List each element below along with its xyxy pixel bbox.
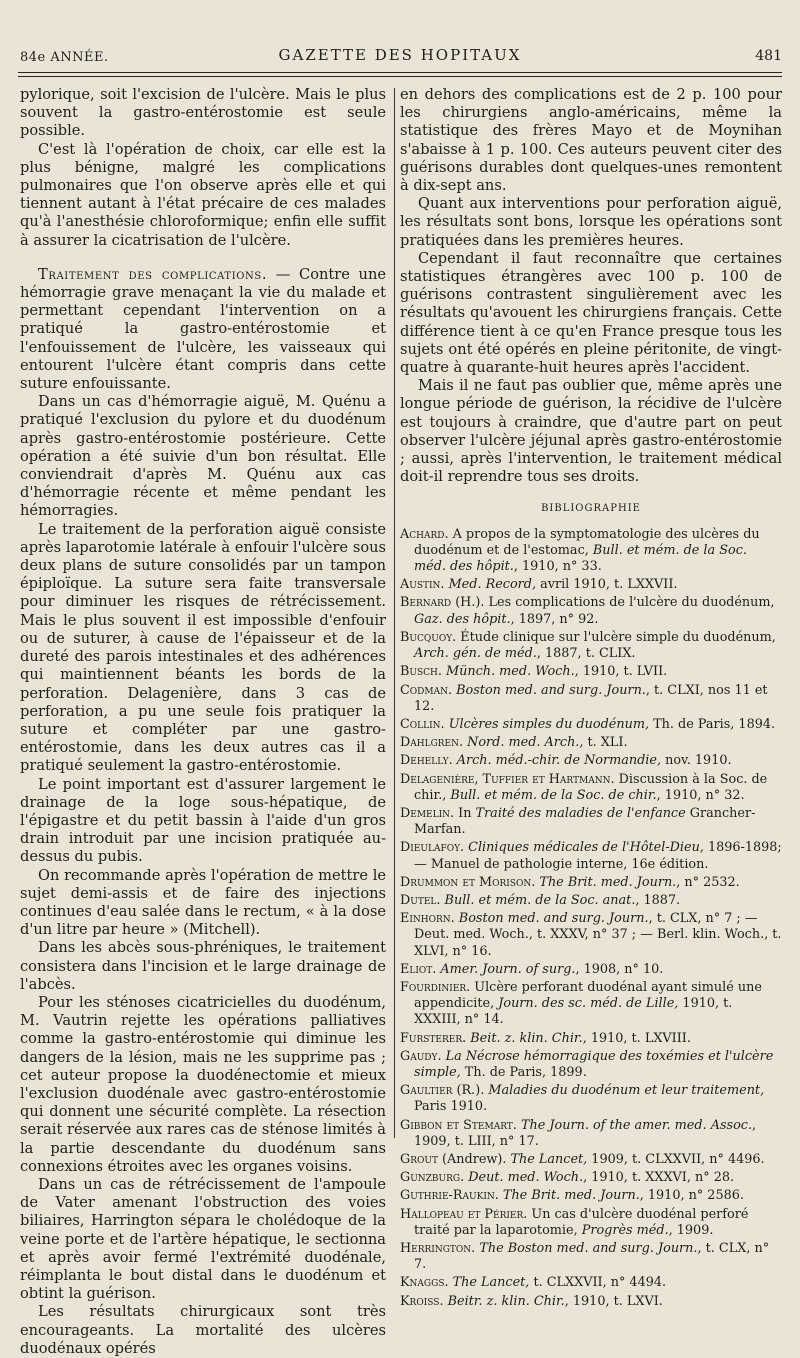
paragraph: Quant aux interventions pour perforation aiguë, les résultats sont bons, lorsque les opérations sont pratiquées dans les premières heures. — [400, 195, 782, 249]
reference-details: , t. CLXI, nos 11 et 12. — [414, 682, 768, 714]
reference-text: In — [454, 805, 476, 821]
reference-author: Austin. — [400, 577, 445, 593]
header-rule-top — [18, 72, 782, 73]
reference-text: (R.). — [452, 1083, 489, 1099]
reference-source: Traité des maladies de l'enfance — [475, 805, 686, 821]
section-paragraph — [20, 266, 386, 393]
reference-details: avril 1910, t. LXXVII. — [536, 577, 678, 593]
bibliography-entry — [400, 753, 782, 769]
reference-details: , 1910, n° 33. — [513, 559, 602, 575]
reference-source: Gaz. des hôpit. — [414, 611, 511, 627]
paragraph: Mais il ne faut pas oublier que, même après une longue période de guérison, la récidive de l'ulcère est toujours à craindre, que d'autre part on peut observer l'ulcère jéjunal après gastro-entérostomie ; aussi, après l'intervention, le traitement médical doit-il reprendre tous ses droits. — [400, 377, 782, 486]
reference-source: Progrès méd. — [581, 1222, 669, 1238]
reference-details: , 1897, n° 92. — [510, 611, 599, 627]
reference-source: Amer. Journ. of surg. — [440, 961, 576, 977]
bibliography-entry — [400, 735, 782, 751]
bibliography-entry — [400, 1188, 782, 1204]
reference-author: Gaudy. — [400, 1048, 442, 1064]
bibliography-entry — [400, 1170, 782, 1186]
reference-source: Med. Record, — [448, 577, 537, 593]
header-page-number: 481 — [755, 48, 782, 64]
bibliography-entry — [400, 577, 782, 593]
reference-source: Arch. méd.-chir. de Normandie, — [456, 753, 662, 769]
reference-author: Hallopeau et Périer. — [400, 1206, 528, 1222]
paragraph: C'est là l'opération de choix, car elle est la plus bénigne, malgré les complications pulmonaires que l'on observe après elle et qui tiennent autant à l'état précaire de ces malades qu'à l'anesthésie chloroformique; enfin elle suffit à assurer la cicatrisation de l'ulcère. — [20, 140, 386, 249]
bibliography-entry — [400, 717, 782, 733]
reference-text: (H.). Les complications de l'ulcère du duodénum, — [451, 595, 775, 611]
paragraph: Cependant il faut reconnaître que certaines statistiques étrangères avec 100 p. 100 de guérisons contrastent singulièrement avec les résultats qu'avouent les chirurgiens français. Cette différence tient à ce qu'en France presque tous les sujets ont été opérés en pleine péritonite, de vingt-quatre à quarante-huit heures après l'accident. — [400, 249, 782, 377]
right-column — [400, 86, 782, 1312]
bibliography-entry — [400, 980, 782, 1029]
bibliography-entry — [400, 1294, 782, 1310]
reference-details: , 1908, n° 10. — [575, 961, 664, 977]
reference-source: Bull. et mém. de la Soc. de chir. — [450, 787, 657, 803]
bibliography-entry — [400, 911, 782, 960]
reference-author: Guthrie-Raukin. — [400, 1188, 499, 1204]
bibliography-title: BIBLIOGRAPHIE — [541, 503, 641, 515]
reference-author: Fursterer. — [400, 1030, 467, 1046]
reference-details: , 1910, n° 32. — [656, 787, 745, 803]
reference-author: Delagenière, Tuffier et Hartmann. — [400, 771, 615, 787]
reference-author: Kroiss. — [400, 1293, 444, 1309]
bibliography-entry — [400, 1241, 782, 1273]
reference-author: Bernard — [400, 595, 452, 611]
reference-source: The Brit. med. Journ. — [539, 874, 677, 890]
reference-source: Beitr. z. klin. Chir. — [447, 1293, 565, 1309]
reference-author: Gibbon et Stemart. — [400, 1117, 517, 1133]
reference-source: The Journ. of the amer. med. Assoc. — [520, 1117, 753, 1133]
reference-details: 1909, t. CLXXVII, n° 4496. — [587, 1151, 765, 1167]
reference-details: t. CLXXVII, n° 4494. — [529, 1275, 667, 1291]
bibliography-entry — [400, 772, 782, 804]
reference-details: nov. 1910. — [661, 753, 732, 769]
section-text: — Contre une hémorragie grave menaçant la vie du malade et permettant cependant l'intervention on a pratiqué la gastro-entérostomie et l'enfouissement de l'ulcère, les vaisseaux qui entourent l'ulcère étant compris dans cette suture enfouissante. — [20, 265, 386, 393]
header-rule-bottom — [18, 76, 782, 77]
header-year: 84e ANNÉE. — [20, 50, 109, 65]
bibliography-list — [400, 527, 782, 1310]
reference-author: Dutel. — [400, 892, 441, 908]
reference-source: The Brit. med. Journ. — [502, 1188, 640, 1204]
paragraph: Pour les sténoses cicatricielles du duodénum, M. Vautrin rejette les opérations palliatives comme la gastro-entérostomie qui diminue les dangers de la lésion, mais ne les supprime pas ; cet auteur propose la duodénectomie et mieux l'exclusion duodénale avec gastro-entérostomie qui donnent une sécurité complète. La résection serait réservée aux rares cas de sténose limités à la partie descendante du duodénum sans connexions étroites avec les organes voisins. — [20, 993, 386, 1175]
paragraph: Les résultats chirurgicaux sont très encourageants. La mortalité des ulcères duodénaux opérés — [20, 1303, 386, 1357]
reference-author: Grout — [400, 1151, 438, 1167]
reference-text: Un cas d'ulcère duodénal perforé traité par la laparotomie, — [414, 1206, 749, 1238]
reference-author: Achard. — [400, 526, 449, 542]
bibliography-entry — [400, 683, 782, 715]
reference-details: , 1910, t. XXXVI, n° 28. — [583, 1170, 735, 1186]
reference-author: Knaggs. — [400, 1275, 449, 1291]
paragraph: Dans un cas de rétrécissement de l'ampoule de Vater amenant l'obstruction des voies biliaires, Harrington sépara le cholédoque de la veine porte et de l'artère hépatique, le sectionna et après avoir fermé l'extrémité duodénale, réimplanta le bout distal dans le duodénum et obtint la guérison. — [20, 1175, 386, 1303]
reference-source: Arch. gén. de méd. — [414, 646, 537, 662]
bibliography-entry — [400, 893, 782, 909]
column-divider — [394, 88, 395, 1138]
reference-author: Dieulafoy. — [400, 840, 465, 856]
paragraph: en dehors des complications est de 2 p. 100 pour les chirurgiens anglo-américains, même la statistique des frères Mayo et de Moynihan s'abaisse à 1 p. 100. Ces auteurs peuvent citer des guérisons durables dont quelques-unes remontent à dix-sept ans. — [400, 86, 782, 195]
reference-details: Paris 1910. — [414, 1099, 488, 1115]
reference-details: Grancher-Marfan. — [414, 805, 756, 838]
reference-details: Th. de Paris, 1894. — [649, 716, 776, 732]
reference-text: Ulcère perforant duodénal ayant simulé une appendicite, — [414, 979, 762, 1012]
reference-details: Th. de Paris, 1899. — [460, 1064, 587, 1080]
reference-source: Boston med. and surg. Journ. — [458, 911, 649, 927]
reference-text: Étude clinique sur l'ulcère simple du duodénum, — [456, 629, 776, 645]
reference-author: Busch. — [400, 664, 442, 680]
reference-source: Bull. et mém. de la Soc. anat. — [444, 892, 636, 908]
reference-details: , n° 2532. — [676, 874, 740, 890]
reference-source: Ulcères simples du duodénum, — [448, 716, 650, 732]
reference-source: Münch. med. Woch. — [446, 664, 575, 680]
reference-author: Codman. — [400, 682, 453, 698]
bibliography-entry — [400, 1031, 782, 1047]
reference-text: A propos de la symptomatologie des ulcères du duodénum et de l'estomac, — [414, 526, 760, 558]
reference-author: Gunzburg. — [400, 1170, 465, 1186]
paragraph: Dans un cas d'hémorragie aiguë, M. Quénu a pratiqué l'exclusion du pylore et du duodénum après gastro-entérostomie postérieure. Cette opération a été suivie d'un bon résultat. Elle conviendrait d'après M. Quénu aux cas d'hémorragie récente et même pendant les hémorragies. — [20, 393, 386, 520]
reference-details: , t. CLX, n° 7 ; — Deut. med. Woch., t. XXXV, n° 37 ; — Berl. klin. Woch., t. XLVI, n° 16. — [414, 911, 782, 959]
reference-details: , 1910, t. LXVI. — [564, 1293, 663, 1309]
reference-details: 1896-1898; — Manuel de pathologie interne, 16e édition. — [414, 840, 782, 872]
reference-details: , 1909, t. LIII, n° 17. — [414, 1117, 757, 1149]
reference-author: Eliot. — [400, 961, 437, 977]
reference-text: Discussion à la Soc. de chir., — [414, 771, 768, 803]
header-journal-title: GAZETTE DES HOPITAUX — [278, 46, 522, 64]
bibliography-entry — [400, 664, 782, 680]
bibliography-entry — [400, 1207, 782, 1239]
bibliography-entry — [400, 1275, 782, 1291]
reference-details: , 1910, t. LVII. — [574, 664, 668, 680]
reference-author: Herrington. — [400, 1241, 476, 1256]
reference-details: 1910, t. XXXIII, n° 14. — [414, 996, 733, 1028]
paragraph: Le point important est d'assurer largement le drainage de la loge sous-hépatique, de l'épigastre et du petit bassin à l'aide d'un gros drain introduit par une incision pratiquée au-dessus du pubis. — [20, 775, 386, 866]
paragraph: Dans les abcès sous-phréniques, le traitement consistera dans l'incision et le large drainage de l'abcès. — [20, 939, 386, 993]
reference-author: Gaultier — [400, 1083, 453, 1099]
reference-source: The Lancet, — [510, 1151, 588, 1167]
reference-details: , 1910, t. LXVIII. — [582, 1030, 691, 1046]
reference-details: , t. CLX, n° 7. — [414, 1241, 770, 1273]
reference-author: Demelin. — [400, 805, 455, 821]
reference-details: , 1887. — [635, 892, 681, 908]
reference-author: Dehelly. — [400, 753, 453, 769]
bibliography-entry — [400, 962, 782, 978]
reference-author: Drummon et Morison. — [400, 874, 536, 890]
reference-text: (Andrew). — [437, 1151, 511, 1167]
bibliography-entry — [400, 875, 782, 891]
reference-source: Journ. des sc. méd. de Lille, — [498, 996, 679, 1012]
reference-details: , 1909. — [668, 1222, 714, 1238]
reference-source: La Nécrose hémorragique des toxémies et l'ulcère simple, — [414, 1048, 774, 1080]
reference-author: Dahlgren. — [400, 735, 464, 751]
reference-author: Bucquoy. — [400, 629, 457, 645]
reference-source: The Boston med. and surg. Journ. — [479, 1241, 698, 1256]
reference-details: , 1887, t. CLIX. — [536, 646, 636, 662]
bibliography-entry — [400, 595, 782, 627]
bibliography-entry — [400, 1118, 782, 1150]
bibliography-entry — [400, 806, 782, 838]
reference-author: Einhorn. — [400, 911, 455, 927]
bibliography-entry — [400, 840, 782, 872]
reference-details: , t. XLI. — [579, 735, 628, 751]
reference-source: The Lancet, — [452, 1275, 530, 1291]
bibliography-entry — [400, 630, 782, 662]
paragraph: Le traitement de la perforation aiguë consiste après laparotomie latérale à enfouir l'ulcère sous deux plans de suture consolidés par un tampon épiploïque. La suture sera faite transversale pour diminuer les risques de rétrécissement. Mais le plus souvent il est impossible d'enfouir ou de suturer, à cause de l'épaisseur et de la dureté des parois intestinales et des adhérences qui maintiennent béants les bords de la perforation. Delagenière, dans 3 cas de perforation, a pu une seule fois pratiquer la suture et compléter par une gastro-entérostomie, dans les deux autres cas il a pratiqué seulement la gastro-entérostomie. — [20, 520, 386, 775]
bibliography-entry — [400, 527, 782, 576]
reference-source: Maladies du duodénum et leur traitement, — [488, 1083, 765, 1099]
reference-source: Boston med. and surg. Journ. — [456, 682, 646, 698]
bibliography-entry — [400, 1083, 782, 1115]
reference-author: Collin. — [400, 716, 445, 732]
section-heading: Traitement des complications. — [38, 265, 268, 283]
bibliography-entry — [400, 1049, 782, 1081]
reference-author: Fourdinier. — [400, 979, 471, 995]
reference-details: , 1910, n° 2586. — [639, 1188, 744, 1204]
left-column — [20, 86, 386, 1358]
reference-source: Deut. med. Woch. — [468, 1170, 584, 1186]
bibliography-entry — [400, 1152, 782, 1168]
paragraph: On recommande après l'opération de mettre le sujet demi-assis et de faire des injections continues d'eau salée dans le rectum, « à la dose d'un litre par heure » (Mitchell). — [20, 866, 386, 939]
reference-source: Cliniques médicales de l'Hôtel-Dieu, — [468, 840, 704, 856]
paragraph: pylorique, soit l'excision de l'ulcère. Mais le plus souvent la gastro-entérostomie est seule possible. — [20, 86, 386, 140]
reference-source: Bull. et mém. de la Soc. méd. des hôpit. — [414, 542, 747, 575]
reference-source: Nord. med. Arch. — [467, 735, 580, 751]
reference-source: Beit. z. klin. Chir. — [470, 1030, 583, 1046]
